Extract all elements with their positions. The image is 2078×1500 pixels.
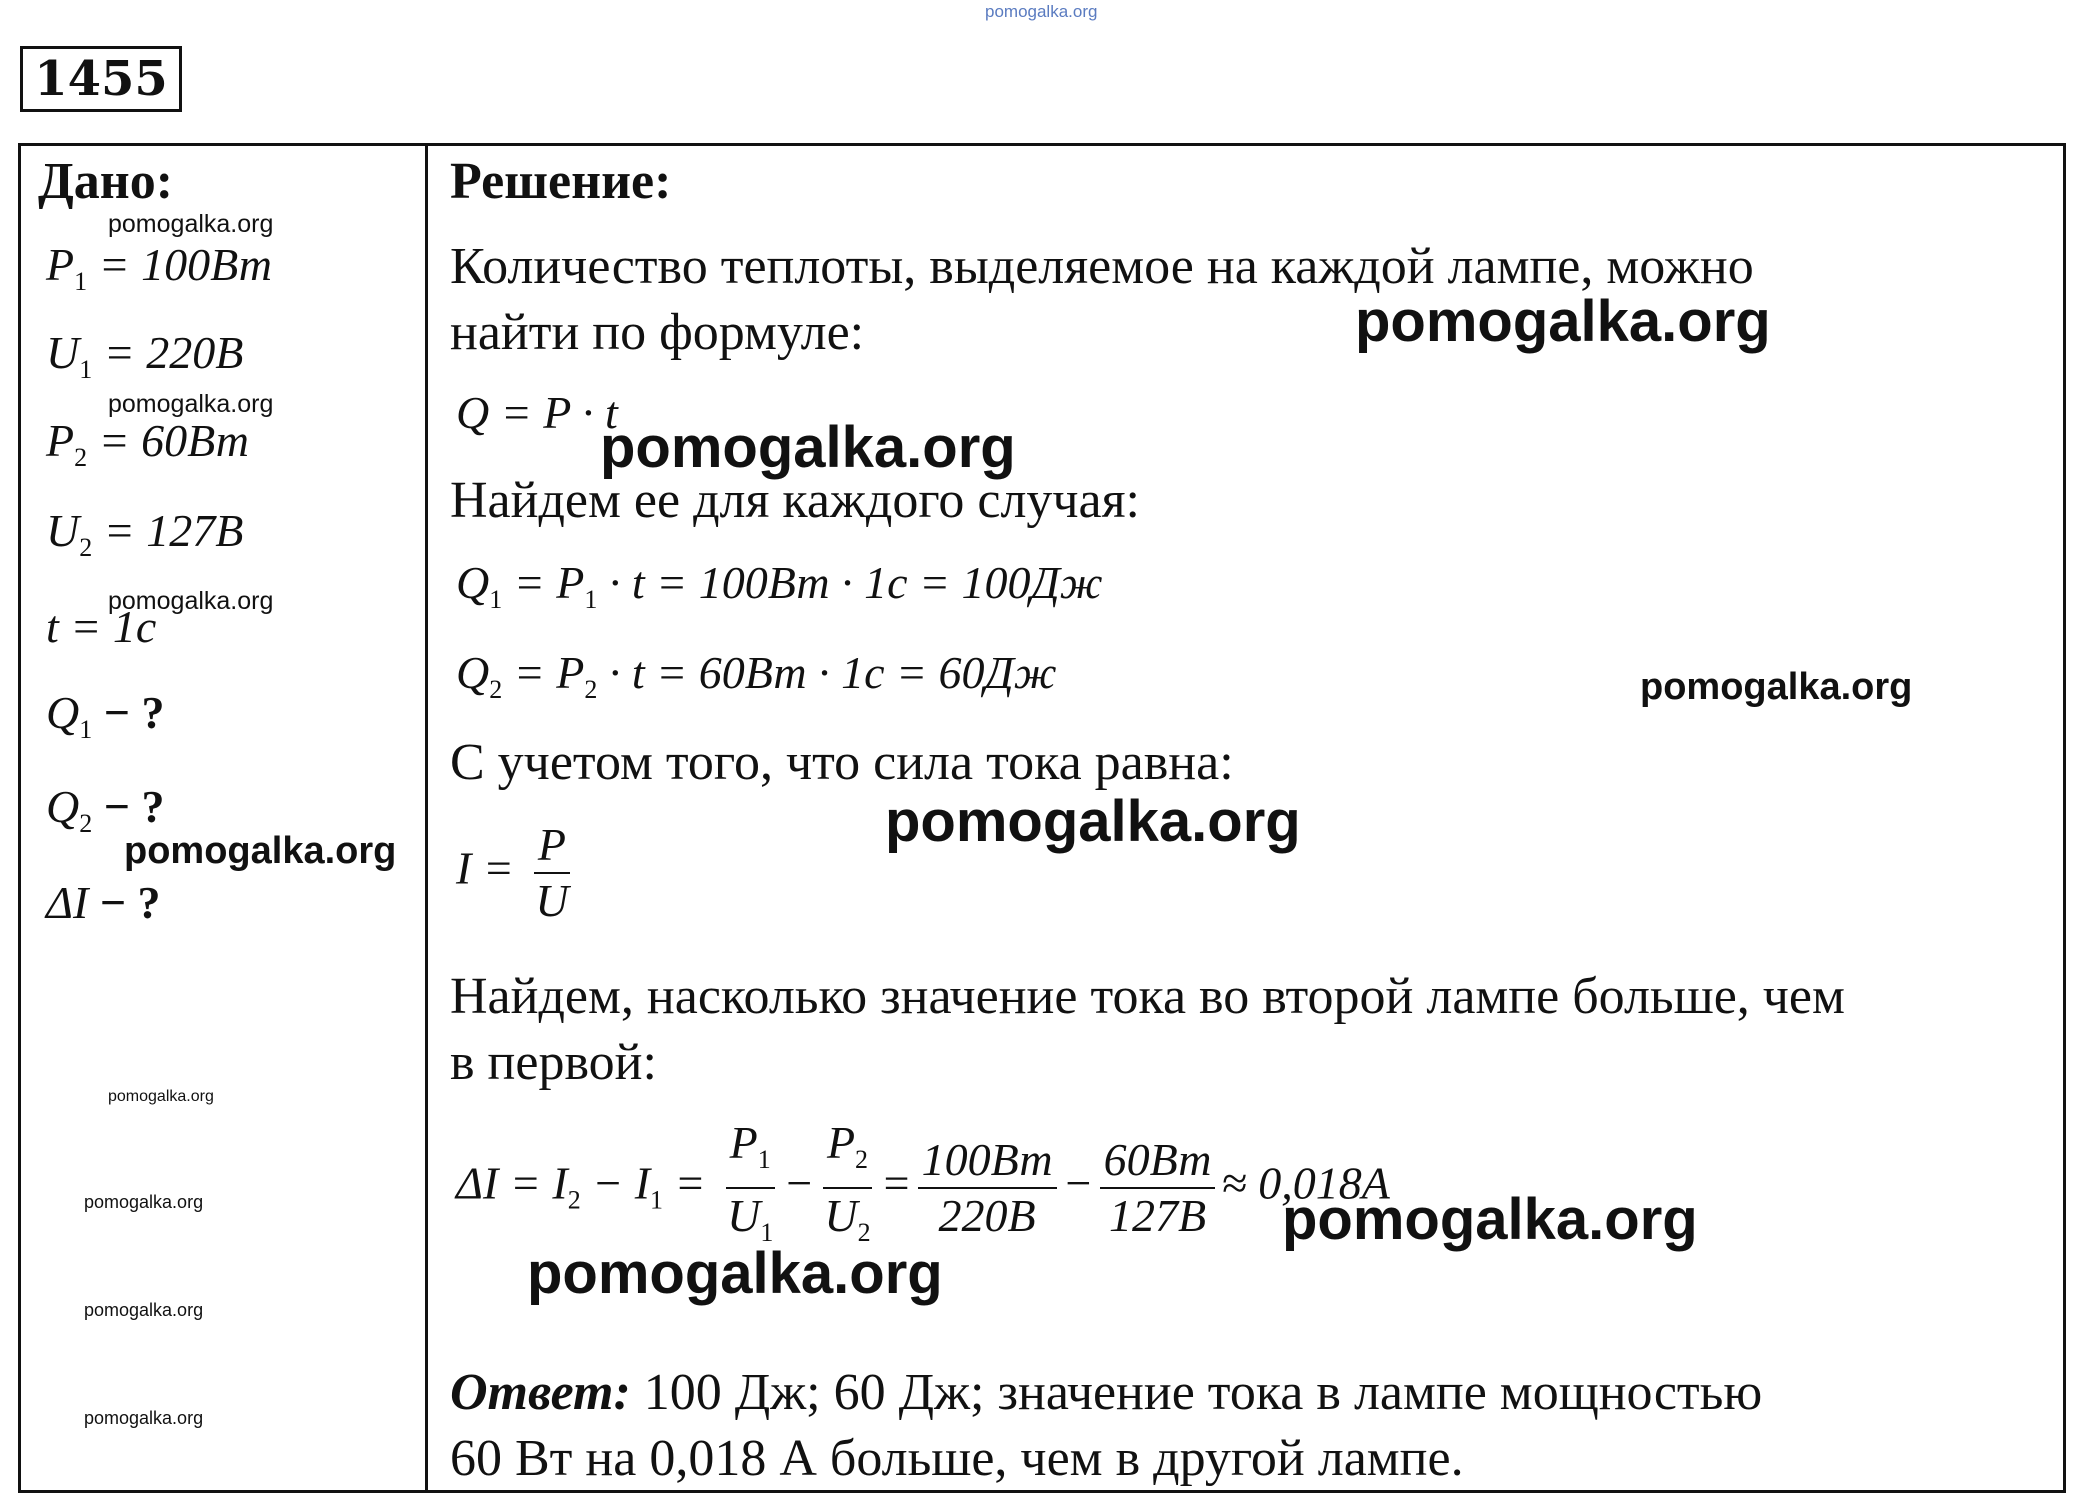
formula-q1: $Q_1 = P_1 \cdot t = 100Вт \cdot 1с = 100Дж$ [456,557,1103,614]
solution-paragraph-2: Найдем ее для каждого случая: [450,472,1140,529]
given-p2: $P_2 = 60Вт$ [46,415,250,472]
unknown-q2: $Q_2$ − ? [46,781,165,838]
formula-i: I = $\frac{P}{U}$ [456,819,569,926]
watermark: pomogalka.org [527,1241,943,1306]
problem-number: 1455 [20,46,182,112]
watermark: pomogalka.org [84,1408,204,1428]
column-divider [425,143,428,1493]
solution-paragraph-4: Найдем, насколько значение тока во второй лампе больше, чем в первой: [450,968,1845,1091]
solution-title: Решение: [450,153,672,210]
watermark: pomogalka.org [108,390,274,418]
watermark: pomogalka.org [84,1192,204,1212]
watermark: pomogalka.org [1640,666,1913,708]
watermark: pomogalka.org [108,587,274,615]
formula-q-pt: Q = P · t [456,387,618,438]
watermark: pomogalka.org [1355,289,1771,354]
watermark: pomogalka.org [885,789,1301,854]
given-t: t = 1c [46,601,157,652]
watermark: pomogalka.org [600,415,1016,480]
watermark: pomogalka.org [84,1300,204,1320]
answer-label: Ответ: [450,1364,631,1421]
given-u1: $U_1 = 220В$ [46,327,244,384]
formula-delta-i: $\Delta I = I_2 - I_1$ = $\frac{P_1}{U_1}$ − $\frac{P_2}{U_2}$ = $\frac{100Вт}{220В}$ − $\frac{60Вт}{127В}$ ≈ 0,018A [456,1117,1390,1247]
watermark: pomogalka.org [108,210,274,238]
watermark: pomogalka.org [1282,1187,1698,1252]
formula-q2: $Q_2 = P_2 \cdot t = 60Вт \cdot 1с = 60Дж$ [456,647,1057,704]
watermark: pomogalka.org [108,1088,214,1105]
unknown-q1: $Q_1$ − ? [46,687,165,744]
given-title: Дано: [38,153,174,210]
solution-paragraph-1: Количество теплоты, выделяемое на каждой лампе, можно найти по формуле: [450,238,1754,361]
answer-block: Ответ: 100 Дж; 60 Дж; значение тока в лампе мощностью 60 Вт на 0,018 А больше, чем в другой лампе. [450,1364,1763,1487]
watermark: pomogalka.org [124,830,397,872]
given-u2: $U_2 = 127В$ [46,505,244,562]
top-watermark: pomogalka.org [985,2,1098,21]
unknown-di: ΔI − ? [46,877,161,928]
solution-paragraph-3: С учетом того, что сила тока равна: [450,734,1234,791]
given-p1: $P_1 = 100Вт$ [46,239,273,296]
